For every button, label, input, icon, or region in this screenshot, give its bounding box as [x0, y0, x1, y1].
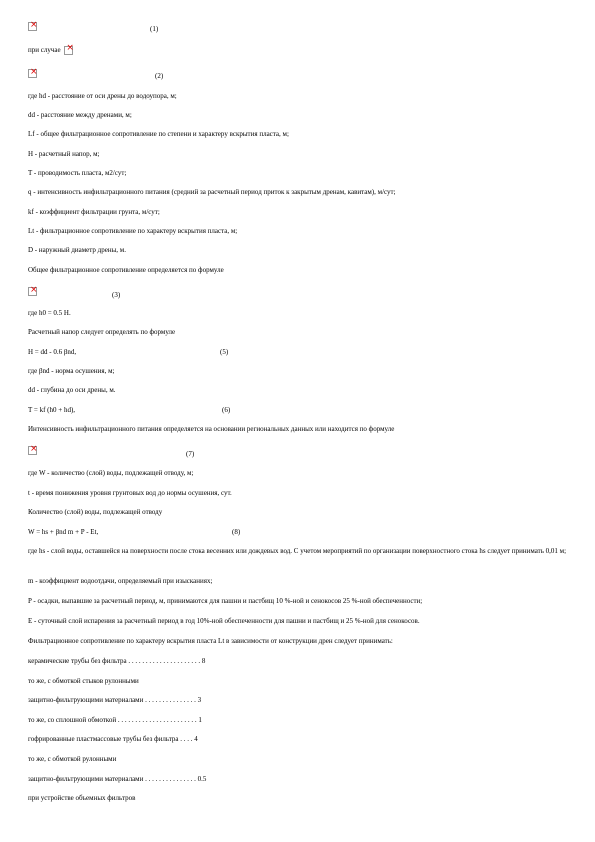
- broken-image-icon: [28, 22, 37, 31]
- case-text: при случае: [28, 46, 61, 55]
- broken-image-icon: [28, 446, 37, 455]
- definition: H - расчетный напор, м;: [28, 150, 100, 158]
- definition: где βnd - норма осушения, м;: [28, 367, 115, 375]
- paragraph: Расчетный напор следует определять по формуле: [28, 328, 176, 336]
- definition: dd - расстояние между дренами, м;: [28, 111, 132, 119]
- definition: E - суточный слой испарения за расчетный период в год 10%-ной обеспеченности для пашни и пастбищ и 25 %-ной для сенокосов.: [28, 617, 420, 625]
- equation: W = hs + βnd m + P - Et,: [28, 528, 99, 536]
- list-item: то же, со сплошной обмоткой . . . . . . . . . . . . . . . . . . . . . . . 1: [28, 716, 202, 724]
- list-item: керамические трубы без фильтра . . . . . . . . . . . . . . . . . . . . . 8: [28, 657, 206, 665]
- definition: где h0 = 0.5 H.: [28, 309, 71, 317]
- list-item: то же, с обмоткой стыков рулонными: [28, 677, 139, 685]
- definition: q - интенсивность инфильтрационного питания (средний за расчетный период приток к закрытым дренам, кавитам), м/сут;: [28, 188, 396, 196]
- definition: где W - количество (слой) воды, подлежащей отводу, м;: [28, 469, 194, 477]
- definition: kf - коэффициент фильтрации грунта, м/сут;: [28, 208, 160, 216]
- case-line: [28, 46, 73, 55]
- equation-number: (7): [186, 450, 195, 458]
- equation-number: (1): [150, 25, 159, 33]
- paragraph: Фильтрационное сопротивление по характеру вскрытия пласта Lt в зависимости от конструкции дрен следует принимать:: [28, 637, 393, 645]
- definition: где hs - слой воды, оставшейся на поверхности после стока весенних или дождевых вод. С учетом мероприятий по организации поверхностного стока hs следует принимать 0,01 м;: [28, 547, 567, 555]
- definition: t - время понижения уровня грунтовых вод до нормы осушения, сут.: [28, 489, 232, 497]
- list-item: защитно-фильтрующими материалами . . . . . . . . . . . . . . . 0.5: [28, 775, 207, 783]
- definition: P - осадки, выпавшие за расчетный период, м, принимаются для пашни и пастбищ 10 %-ной и сенокосов 25 %-ной обеспеченности;: [28, 597, 423, 605]
- paragraph: Количество (слой) воды, подлежащей отводу: [28, 508, 163, 516]
- definition: m - коэффициент водоотдачи, определяемый при изысканиях;: [28, 577, 213, 585]
- broken-image-icon: [28, 69, 37, 78]
- definition: D - наружный диаметр дрены, м.: [28, 246, 126, 254]
- broken-image-icon: [28, 287, 37, 296]
- equation-number: (5): [220, 348, 229, 356]
- paragraph: Интенсивность инфильтрационного питания определяется на основании региональных данных или находится по формуле: [28, 425, 395, 433]
- equation-number: (8): [232, 528, 241, 536]
- definition: dd - глубина до оси дрены, м.: [28, 386, 116, 394]
- broken-image-icon: [64, 46, 73, 55]
- equation-number: (3): [112, 291, 121, 299]
- definition: где hd - расстояние от оси дрены до водоупора, м;: [28, 92, 177, 100]
- equation-number: (6): [222, 406, 231, 414]
- paragraph: Общее фильтрационное сопротивление определяется по формуле: [28, 266, 224, 274]
- equation-number: (2): [155, 72, 164, 80]
- definition: Lt - фильтрационное сопротивление по характеру вскрытия пласта, м;: [28, 227, 238, 235]
- list-item: при устройстве объемных фильтров: [28, 794, 136, 802]
- definition: Lf - общее фильтрационное сопротивление по степени и характеру вскрытия пласта, м;: [28, 130, 289, 138]
- definition: T - проводимость пласта, м2/сут;: [28, 169, 127, 177]
- equation: T = kf (h0 + hd),: [28, 406, 76, 414]
- list-item: гофрированные пластмассовые трубы без фильтра . . . . 4: [28, 735, 198, 743]
- equation: H = dd - 0.6 βnd,: [28, 348, 77, 356]
- list-item: защитно-фильтрующими материалами . . . . . . . . . . . . . . . 3: [28, 696, 202, 704]
- list-item: то же, с обмоткой рулонными: [28, 755, 117, 763]
